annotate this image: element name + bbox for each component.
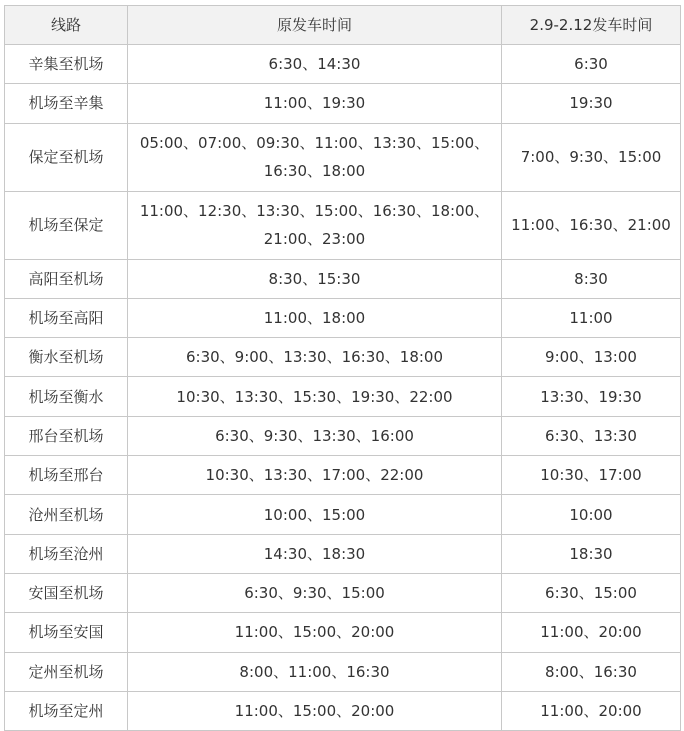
route-cell: 沧州至机场 xyxy=(5,495,128,534)
original-time-cell: 8:30、15:30 xyxy=(128,259,502,298)
new-time-cell: 8:30 xyxy=(502,259,681,298)
original-time-cell: 11:00、12:30、13:30、15:00、16:30、18:00、21:00、23:00 xyxy=(128,191,502,259)
new-time-cell: 13:30、19:30 xyxy=(502,377,681,416)
new-time-cell: 7:00、9:30、15:00 xyxy=(502,123,681,191)
original-time-cell: 14:30、18:30 xyxy=(128,534,502,573)
bus-schedule-table xyxy=(4,5,681,731)
new-time-cell: 11:00 xyxy=(502,298,681,337)
table-row xyxy=(5,123,681,191)
table-row xyxy=(5,298,681,337)
new-time-cell: 10:00 xyxy=(502,495,681,534)
table-row xyxy=(5,456,681,495)
new-time-cell: 6:30 xyxy=(502,45,681,84)
original-time-cell: 8:00、11:00、16:30 xyxy=(128,652,502,691)
header-new-time: 2.9-2.12发车时间 xyxy=(502,6,681,45)
route-cell: 定州至机场 xyxy=(5,652,128,691)
table-row xyxy=(5,259,681,298)
table-row xyxy=(5,45,681,84)
new-time-cell: 19:30 xyxy=(502,84,681,123)
table-row xyxy=(5,84,681,123)
new-time-cell: 11:00、20:00 xyxy=(502,613,681,652)
route-cell: 机场至安国 xyxy=(5,613,128,652)
original-time-cell: 11:00、18:00 xyxy=(128,298,502,337)
route-cell: 机场至沧州 xyxy=(5,534,128,573)
original-time-cell: 05:00、07:00、09:30、11:00、13:30、15:00、16:30、18:00 xyxy=(128,123,502,191)
table-row xyxy=(5,613,681,652)
table-row xyxy=(5,573,681,612)
original-time-cell: 11:00、15:00、20:00 xyxy=(128,613,502,652)
original-time-cell: 11:00、15:00、20:00 xyxy=(128,691,502,730)
route-cell: 机场至高阳 xyxy=(5,298,128,337)
table-row xyxy=(5,495,681,534)
schedule-table-container xyxy=(4,5,681,731)
table-row xyxy=(5,377,681,416)
route-cell: 机场至保定 xyxy=(5,191,128,259)
table-row xyxy=(5,652,681,691)
route-cell: 邢台至机场 xyxy=(5,416,128,455)
new-time-cell: 6:30、15:00 xyxy=(502,573,681,612)
route-cell: 高阳至机场 xyxy=(5,259,128,298)
route-cell: 机场至邢台 xyxy=(5,456,128,495)
route-cell: 机场至定州 xyxy=(5,691,128,730)
table-row xyxy=(5,416,681,455)
new-time-cell: 10:30、17:00 xyxy=(502,456,681,495)
route-cell: 保定至机场 xyxy=(5,123,128,191)
new-time-cell: 18:30 xyxy=(502,534,681,573)
original-time-cell: 6:30、9:30、15:00 xyxy=(128,573,502,612)
route-cell: 辛集至机场 xyxy=(5,45,128,84)
table-header-row xyxy=(5,6,681,45)
header-original-time: 原发车时间 xyxy=(128,6,502,45)
original-time-cell: 10:30、13:30、17:00、22:00 xyxy=(128,456,502,495)
original-time-cell: 11:00、19:30 xyxy=(128,84,502,123)
original-time-cell: 10:30、13:30、15:30、19:30、22:00 xyxy=(128,377,502,416)
original-time-cell: 6:30、9:30、13:30、16:00 xyxy=(128,416,502,455)
table-row xyxy=(5,534,681,573)
original-time-cell: 10:00、15:00 xyxy=(128,495,502,534)
original-time-cell: 6:30、14:30 xyxy=(128,45,502,84)
new-time-cell: 9:00、13:00 xyxy=(502,338,681,377)
route-cell: 安国至机场 xyxy=(5,573,128,612)
route-cell: 机场至辛集 xyxy=(5,84,128,123)
original-time-cell: 6:30、9:00、13:30、16:30、18:00 xyxy=(128,338,502,377)
route-cell: 衡水至机场 xyxy=(5,338,128,377)
table-row xyxy=(5,191,681,259)
header-route: 线路 xyxy=(5,6,128,45)
new-time-cell: 6:30、13:30 xyxy=(502,416,681,455)
new-time-cell: 11:00、16:30、21:00 xyxy=(502,191,681,259)
new-time-cell: 11:00、20:00 xyxy=(502,691,681,730)
new-time-cell: 8:00、16:30 xyxy=(502,652,681,691)
route-cell: 机场至衡水 xyxy=(5,377,128,416)
table-row xyxy=(5,691,681,730)
table-row xyxy=(5,338,681,377)
